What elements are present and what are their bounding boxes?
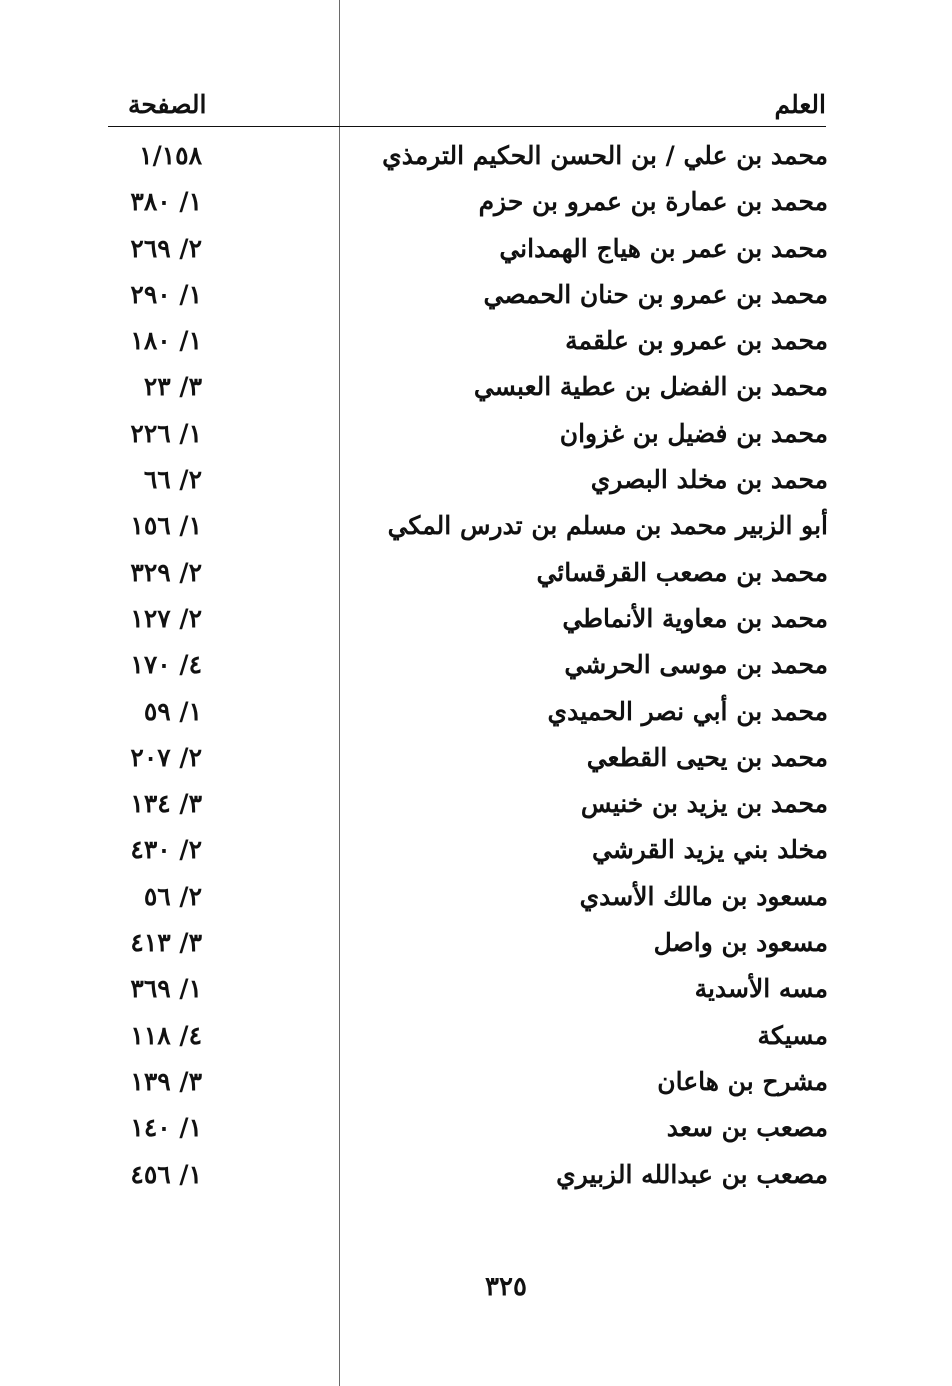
- index-row: [0, 274, 952, 320]
- index-row: [0, 829, 952, 875]
- entry-name: محمد بن عمرو بن علقمة: [565, 326, 828, 356]
- index-row: [0, 413, 952, 459]
- name-column-header: العلم: [774, 90, 826, 119]
- index-row: [0, 1107, 952, 1153]
- index-row: [0, 135, 952, 181]
- index-row: [0, 644, 952, 690]
- entry-name: محمد بن عمارة بن عمرو بن حزم: [478, 187, 828, 217]
- entry-name: مسعود بن واصل: [653, 928, 828, 958]
- entry-name: محمد بن يزيد بن خنيس: [580, 789, 828, 819]
- entry-name: محمد بن عمرو بن حنان الحمصي: [483, 279, 828, 309]
- entry-name: محمد بن موسى الحرشي: [564, 650, 828, 680]
- index-row: [0, 1015, 952, 1061]
- entry-name: مسه الأسدية: [694, 974, 828, 1004]
- entry-page-ref: ٢/ ١٢٧: [130, 603, 202, 633]
- entry-name: أبو الزبير محمد بن مسلم بن تدرس المكي: [387, 511, 828, 541]
- index-row: [0, 1061, 952, 1107]
- entry-page-ref: ٤/ ١٧٠: [130, 650, 202, 680]
- entry-name: مصعب بن عبدالله الزبيري: [556, 1159, 828, 1189]
- entry-name: مشرح بن هاعان: [657, 1066, 828, 1096]
- entry-page-ref: ٢/ ٣٢٩: [130, 557, 202, 587]
- entry-page-ref: ١/ ٢٩٠: [130, 279, 202, 309]
- entry-page-ref: ٢/ ٥٦: [143, 881, 202, 911]
- entry-name: محمد بن أبي نصر الحميدي: [547, 696, 828, 726]
- index-row: [0, 876, 952, 922]
- entry-page-ref: ١/ ١٨٠: [130, 326, 202, 356]
- index-row: [0, 505, 952, 551]
- index-row: [0, 459, 952, 505]
- entry-page-ref: ٢/ ٦٦: [143, 465, 202, 495]
- entry-name: محمد بن فضيل بن غزوان: [559, 418, 828, 448]
- entry-page-ref: ٣/ ٢٣: [143, 372, 202, 402]
- header-rule: [108, 126, 826, 127]
- page-number: ٣٢٥: [485, 1272, 527, 1302]
- entry-name: مخلد بني يزيد القرشي: [592, 835, 828, 865]
- entry-name: محمد بن الفضل بن عطية العبسي: [473, 372, 828, 402]
- index-row: [0, 783, 952, 829]
- entry-name: مسيكة: [757, 1020, 828, 1050]
- entry-page-ref: ٣/ ١٣٤: [130, 789, 202, 819]
- entry-name: محمد بن مصعب القرقسائي: [536, 557, 828, 587]
- entry-page-ref: ٣/ ١٣٩: [130, 1066, 202, 1096]
- entry-page-ref: ١/ ٣٨٠: [130, 187, 202, 217]
- entry-page-ref: ١/ ١٤٠: [130, 1113, 202, 1143]
- entry-page-ref: ٢/ ٢٠٧: [130, 742, 202, 772]
- entry-name: محمد بن مخلد البصري: [590, 465, 828, 495]
- entry-page-ref: ٢/ ٢٦٩: [130, 233, 202, 263]
- entry-name: محمد بن معاوية الأنماطي: [562, 603, 828, 633]
- index-row: [0, 1154, 952, 1200]
- entry-page-ref: ٣/ ٤١٣: [130, 928, 202, 958]
- entry-name: مصعب بن سعد: [666, 1113, 828, 1143]
- index-entries: [0, 135, 952, 1200]
- index-row: [0, 366, 952, 412]
- index-row: [0, 968, 952, 1014]
- entry-page-ref: ١/ ١٥٦: [130, 511, 202, 541]
- entry-name: محمد بن عمر بن هياج الهمداني: [499, 233, 828, 263]
- index-row: [0, 320, 952, 366]
- index-row: [0, 181, 952, 227]
- entry-page-ref: ٤/ ١١٨: [130, 1020, 202, 1050]
- entry-page-ref: ١/ ٢٢٦: [130, 418, 202, 448]
- index-row: [0, 598, 952, 644]
- entry-name: محمد بن يحيى القطعي: [586, 742, 828, 772]
- index-row: [0, 691, 952, 737]
- index-row: [0, 922, 952, 968]
- index-row: [0, 552, 952, 598]
- entry-page-ref: ١/١٥٨: [139, 141, 202, 170]
- entry-name: محمد بن علي / بن الحسن الحكيم الترمذي: [382, 141, 828, 170]
- page-column-header: الصفحة: [128, 90, 207, 119]
- entry-page-ref: ٢/ ٤٣٠: [130, 835, 202, 865]
- index-row: [0, 737, 952, 783]
- index-row: [0, 228, 952, 274]
- entry-page-ref: ١/ ٥٩: [143, 696, 202, 726]
- entry-page-ref: ١/ ٣٦٩: [130, 974, 202, 1004]
- entry-name: مسعود بن مالك الأسدي: [579, 881, 828, 911]
- entry-page-ref: ١/ ٤٥٦: [130, 1159, 202, 1189]
